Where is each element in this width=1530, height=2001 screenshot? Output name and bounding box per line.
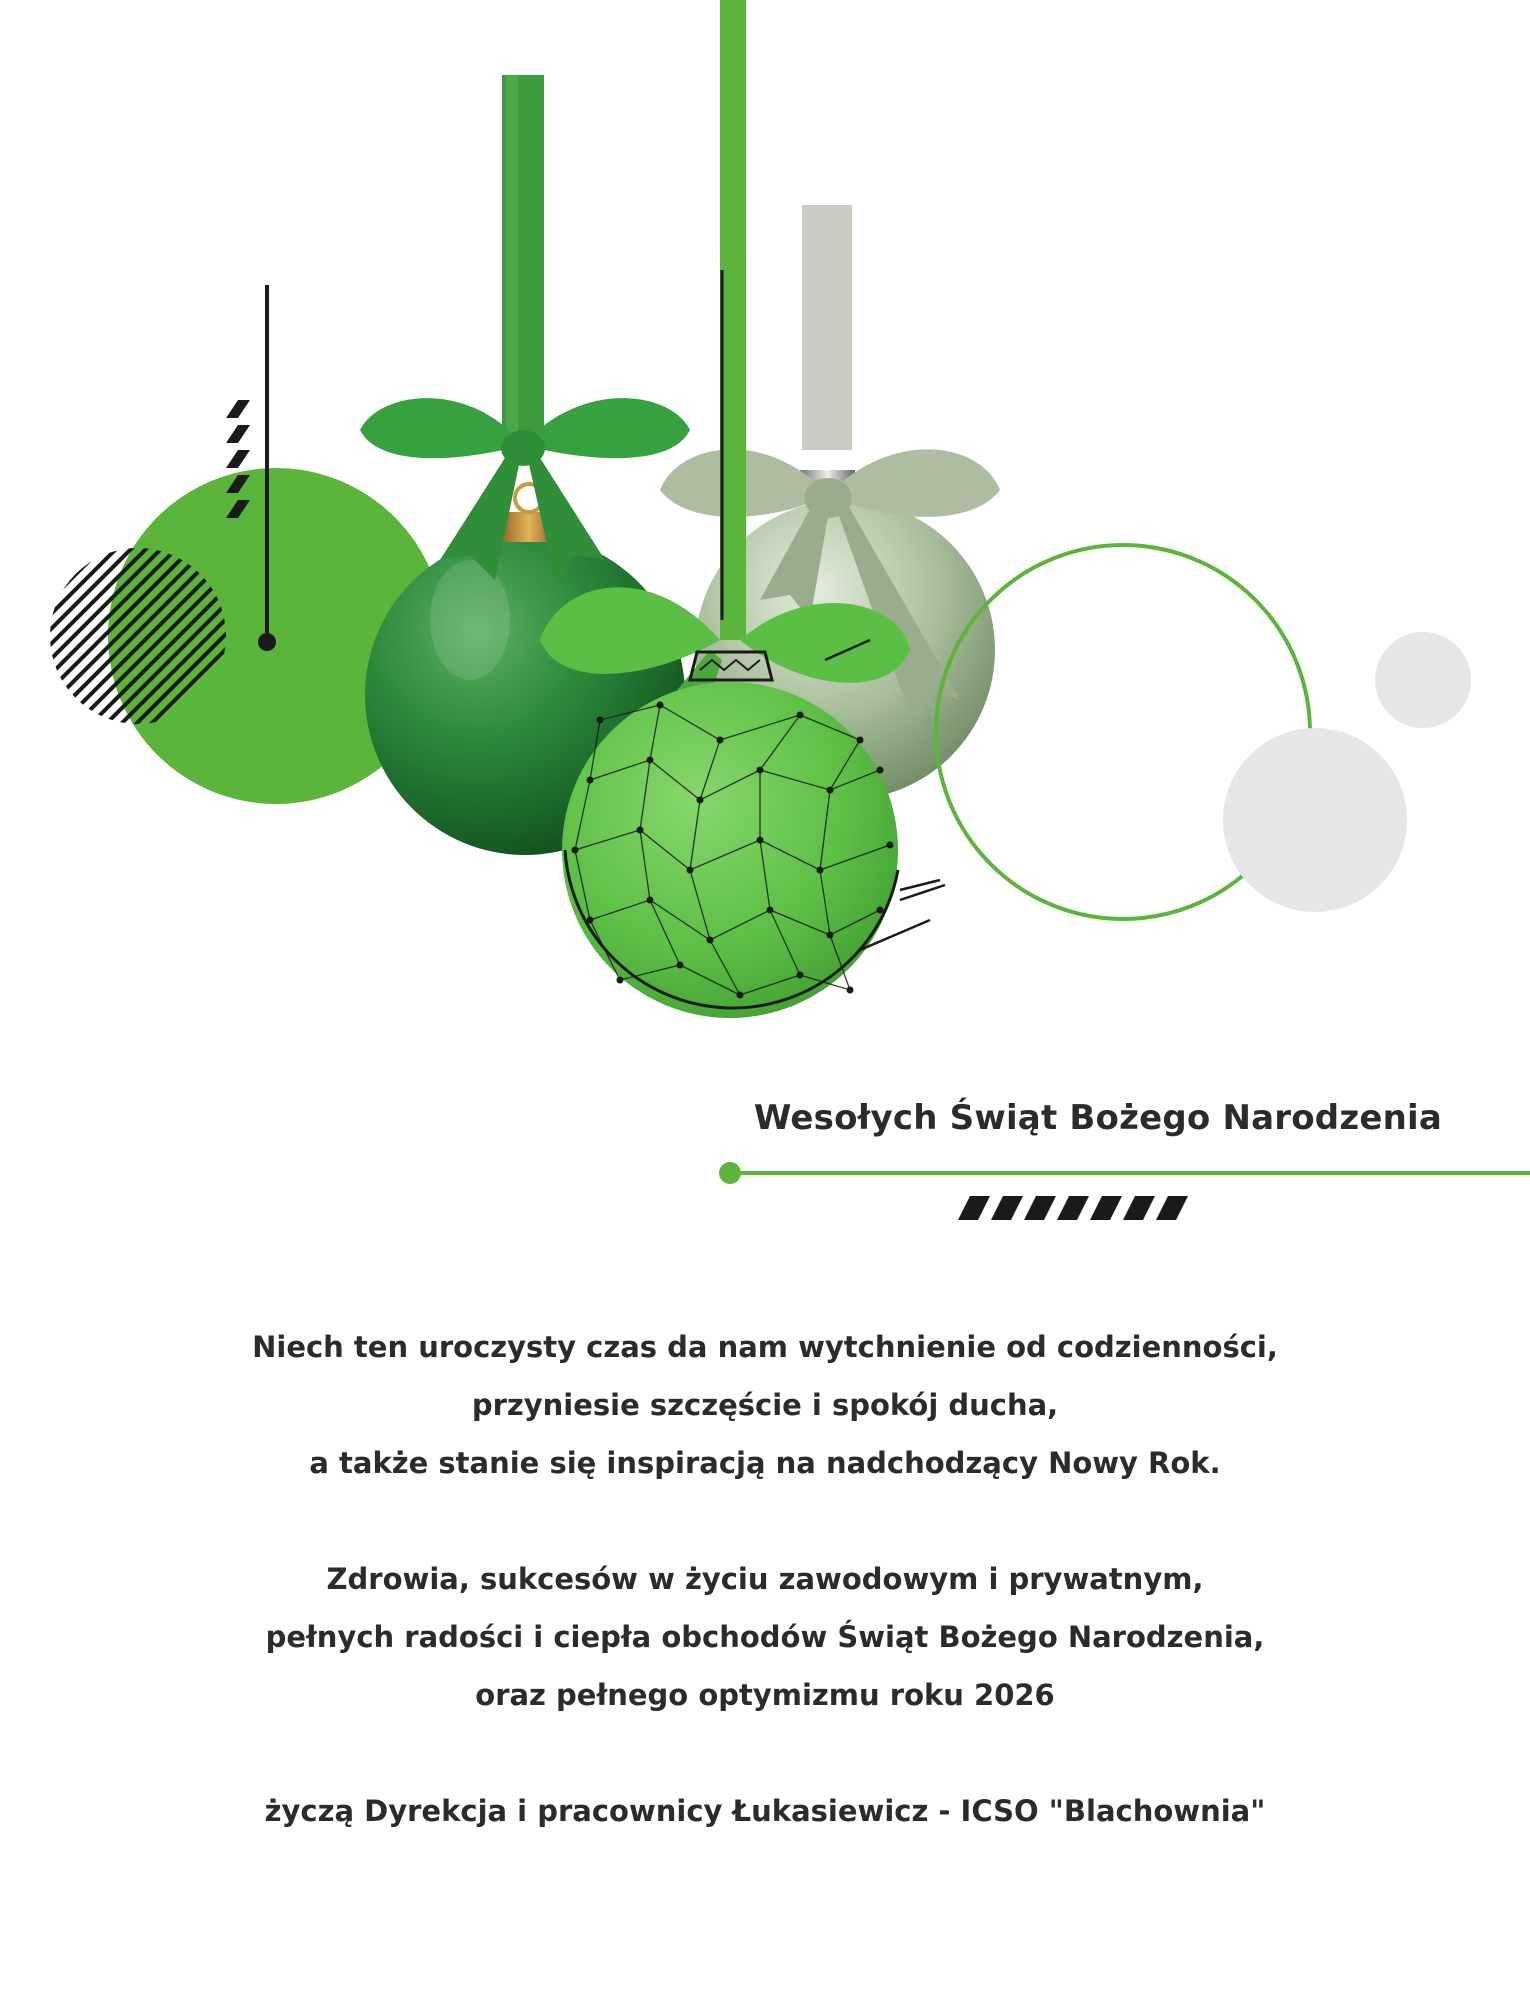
message-line: przyniesie szczęście i spokój ducha, <box>471 1388 1059 1422</box>
greeting-title: Wesołych Świąt Bożego Narodzenia <box>753 1098 1442 1138</box>
greeting-message <box>0 1318 1530 1840</box>
signature: życzą Dyrekcja i pracownicy Łukasiewicz - ICSO "Blachownia" <box>264 1794 1266 1828</box>
title-underline-decoration <box>700 1150 1530 1230</box>
message-line: Zdrowia, sukcesów w życiu zawodowym i prywatnym, <box>326 1562 1204 1596</box>
message-line: oraz pełnego optymizmu roku 2026 <box>475 1678 1055 1712</box>
message-line: Niech ten uroczysty czas da nam wytchnienie od codzienności, <box>252 1330 1278 1364</box>
grey-circle-icon <box>1223 728 1407 912</box>
grey-circle-icon <box>1375 632 1471 728</box>
message-line: pełnych radości i ciepła obchodów Świąt Bożego Narodzenia, <box>265 1620 1265 1654</box>
message-line: a także stanie się inspiracją na nadchodzący Nowy Rok. <box>309 1446 1221 1480</box>
